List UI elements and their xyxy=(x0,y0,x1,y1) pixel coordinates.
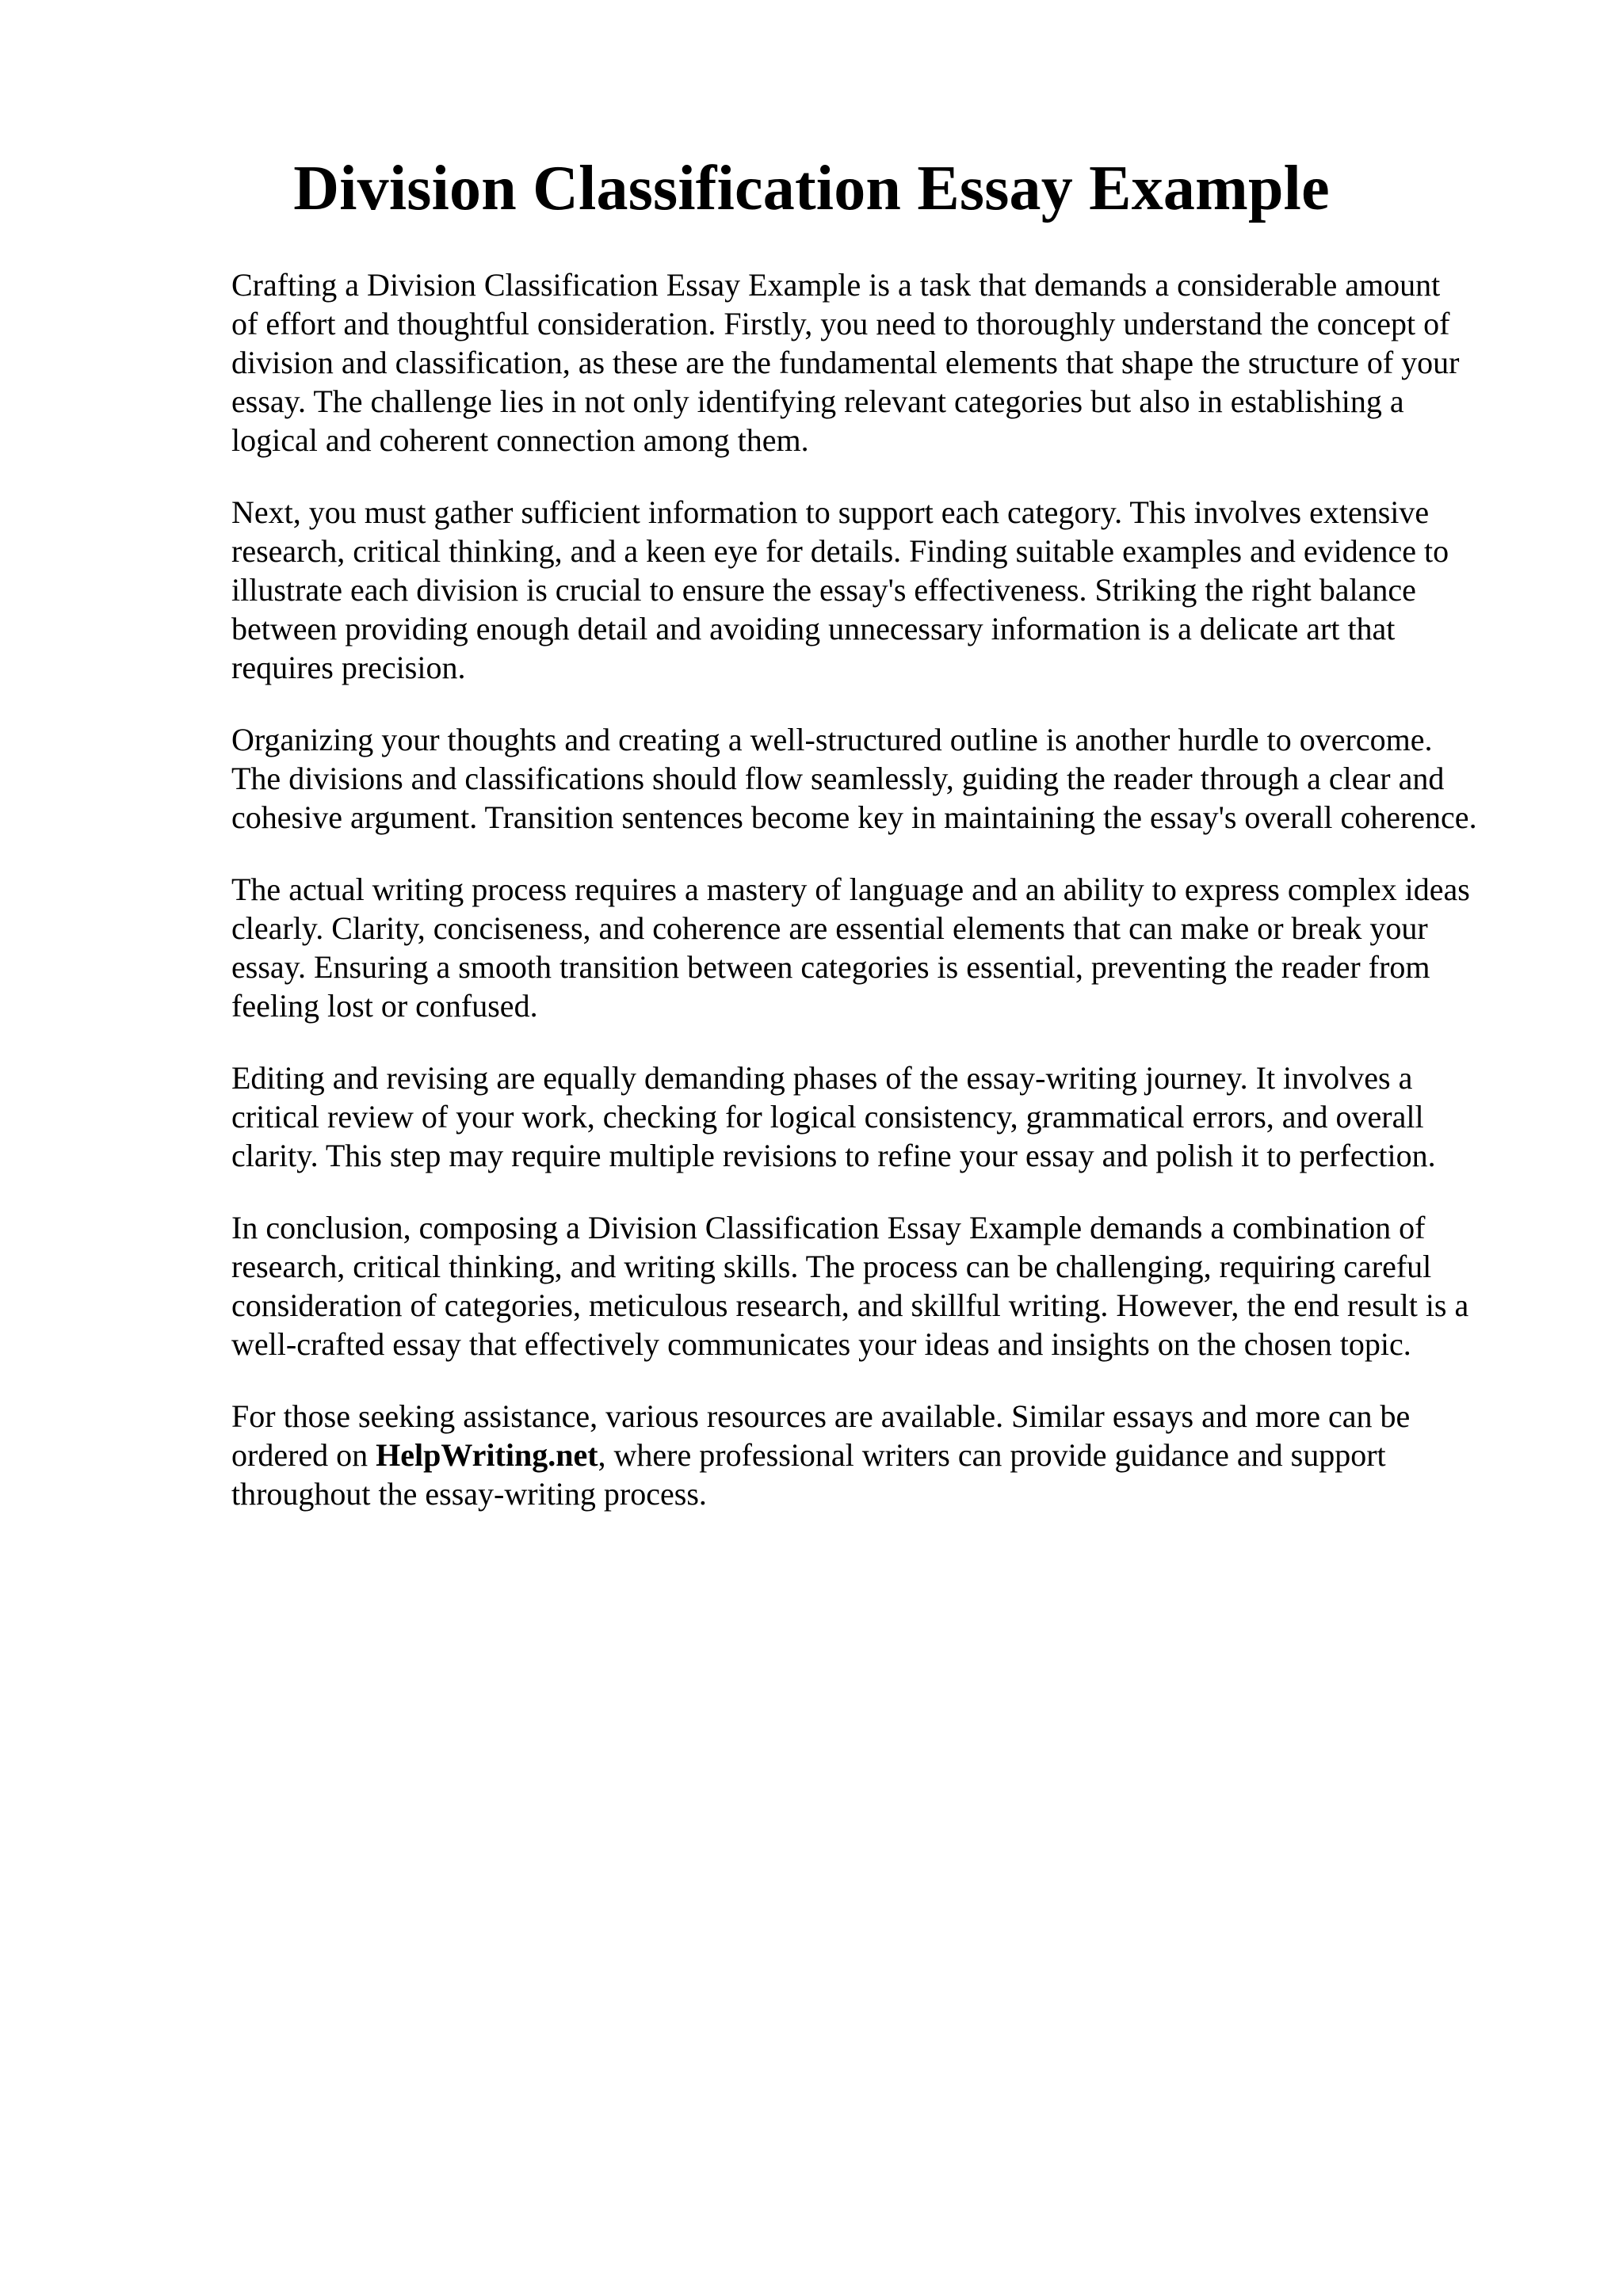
paragraph-4 xyxy=(231,870,1539,1025)
closing-text-before-link: ordered on xyxy=(231,1437,376,1473)
paragraph-line: research, critical thinking, and writing skills. The process can be challenging, requiring careful xyxy=(231,1249,1432,1284)
paragraph-line: clearly. Clarity, conciseness, and coherence are essential elements that can make or break your xyxy=(231,910,1428,946)
document-body xyxy=(231,265,1539,1547)
paragraph-1 xyxy=(231,265,1539,460)
paragraph-line: Crafting a Division Classification Essay Example is a task that demands a considerable amount xyxy=(231,267,1441,303)
paragraph-line: In conclusion, composing a Division Classification Essay Example demands a combination of xyxy=(231,1210,1426,1245)
closing-text-after-link: , where professional writers can provide guidance and support xyxy=(598,1437,1386,1473)
paragraph-line: between providing enough detail and avoiding unnecessary information is a delicate art that xyxy=(231,611,1396,646)
paragraph-line: well-crafted essay that effectively communicates your ideas and insights on the chosen topic. xyxy=(231,1326,1411,1362)
paragraph-line: feeling lost or confused. xyxy=(231,988,538,1024)
paragraph-line: cohesive argument. Transition sentences become key in maintaining the essay's overall coherence. xyxy=(231,799,1477,835)
paragraph-line: Organizing your thoughts and creating a well-structured outline is another hurdle to overcome. xyxy=(231,722,1433,757)
paragraph-line: research, critical thinking, and a keen eye for details. Finding suitable examples and evidence to xyxy=(231,533,1449,569)
paragraph-line: logical and coherent connection among them. xyxy=(231,422,809,458)
paragraph-line: critical review of your work, checking for logical consistency, grammatical errors, and overall xyxy=(231,1099,1424,1135)
paragraph-line: essay. The challenge lies in not only identifying relevant categories but also in establishing a xyxy=(231,383,1404,419)
closing-paragraph xyxy=(231,1397,1539,1513)
paragraph-line: The divisions and classifications should flow seamlessly, guiding the reader through a clear and xyxy=(231,761,1445,796)
paragraph-line: throughout the essay-writing process. xyxy=(231,1476,707,1512)
paragraph-line: Editing and revising are equally demanding phases of the essay-writing journey. It involves a xyxy=(231,1060,1413,1096)
paragraph-line: of effort and thoughtful consideration. Firstly, you need to thoroughly understand the concept of xyxy=(231,306,1450,341)
paragraph-line-with-link xyxy=(231,1436,1539,1474)
paragraph-2 xyxy=(231,493,1539,687)
paragraph-line: essay. Ensuring a smooth transition between categories is essential, preventing the reader from xyxy=(231,949,1430,985)
paragraph-line: Next, you must gather sufficient information to support each category. This involves extensive xyxy=(231,494,1430,530)
paragraph-line: division and classification, as these are the fundamental elements that shape the structure of your xyxy=(231,345,1460,380)
paragraph-line: illustrate each division is crucial to ensure the essay's effectiveness. Striking the right balance xyxy=(231,572,1416,608)
paragraph-line: requires precision. xyxy=(231,650,466,685)
paragraph-line: clarity. This step may require multiple revisions to refine your essay and polish it to perfection. xyxy=(231,1138,1436,1173)
paragraph-line: The actual writing process requires a mastery of language and an ability to express complex ideas xyxy=(231,871,1470,907)
document-title: Division Classification Essay Example xyxy=(293,154,1330,223)
paragraph-6 xyxy=(231,1208,1539,1363)
helpwriting-link[interactable]: HelpWriting.net xyxy=(376,1437,598,1473)
paragraph-line: For those seeking assistance, various resources are available. Similar essays and more can be xyxy=(231,1398,1411,1434)
paragraph-3 xyxy=(231,720,1539,837)
paragraph-5 xyxy=(231,1058,1539,1175)
paragraph-line: consideration of categories, meticulous research, and skillful writing. However, the end result is a xyxy=(231,1287,1469,1323)
